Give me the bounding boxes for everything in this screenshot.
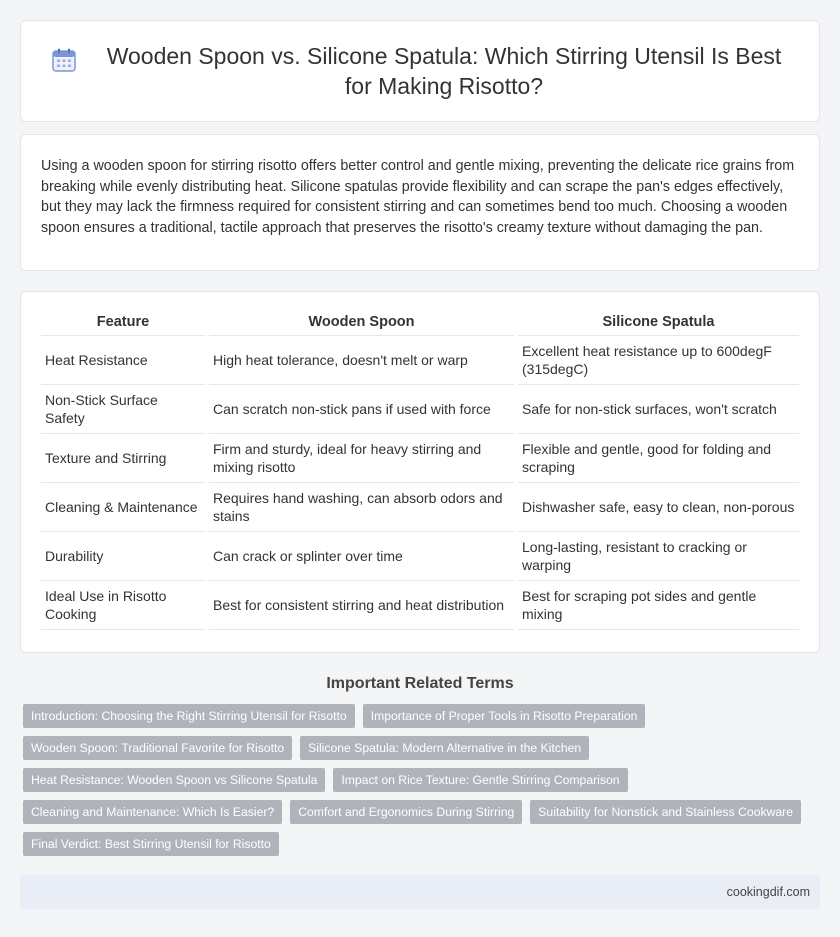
cell-wooden-spoon: Best for consistent stirring and heat distribution	[209, 581, 514, 630]
cell-wooden-spoon: Firm and sturdy, ideal for heavy stirring and mixing risotto	[209, 434, 514, 483]
table-row	[41, 434, 799, 483]
table-row	[41, 532, 799, 581]
table-row	[41, 385, 799, 434]
intro-paragraph: Using a wooden spoon for stirring risotto offers better control and gentle mixing, preventing the delicate rice grains from breaking while evenly distributing heat. Silicone spatulas provide flexibility and can scrape the pan's edges effectively, but they may lack the firmness required for consistent stirring and can sometimes bend too much. Choosing a wooden spoon ensures a traditional, tactile approach that preserves the risotto's creamy texture without damaging the pan.	[41, 158, 795, 236]
calendar-icon	[51, 47, 77, 73]
related-term-tag[interactable]: Wooden Spoon: Traditional Favorite for Risotto	[23, 736, 292, 760]
cell-silicone-spatula: Best for scraping pot sides and gentle mixing	[518, 581, 799, 630]
related-term-tag[interactable]: Suitability for Nonstick and Stainless Cookware	[530, 800, 801, 824]
title-card	[20, 20, 820, 122]
related-terms-title: Important Related Terms	[326, 675, 514, 692]
cell-silicone-spatula: Dishwasher safe, easy to clean, non-porous	[518, 483, 799, 532]
related-term-tag[interactable]: Silicone Spatula: Modern Alternative in the Kitchen	[300, 736, 589, 760]
table-header-row	[41, 302, 799, 336]
related-term-tag[interactable]: Comfort and Ergonomics During Stirring	[290, 800, 522, 824]
header-wooden-spoon: Wooden Spoon	[209, 302, 514, 336]
header-silicone-spatula: Silicone Spatula	[518, 302, 799, 336]
table-row	[41, 581, 799, 630]
cell-silicone-spatula: Safe for non-stick surfaces, won't scratch	[518, 385, 799, 434]
page-title: Wooden Spoon vs. Silicone Spatula: Which Stirring Utensil Is Best for Making Risotto?	[106, 43, 782, 99]
cell-feature: Cleaning & Maintenance	[41, 483, 205, 532]
related-terms-list	[0, 704, 840, 864]
cell-feature: Texture and Stirring	[41, 434, 205, 483]
cell-wooden-spoon: High heat tolerance, doesn't melt or warp	[209, 336, 514, 385]
cell-wooden-spoon: Requires hand washing, can absorb odors and stains	[209, 483, 514, 532]
site-name[interactable]: cookingdif.com	[726, 885, 810, 899]
title-row	[51, 41, 789, 101]
header-feature: Feature	[41, 302, 205, 336]
cell-wooden-spoon: Can crack or splinter over time	[209, 532, 514, 581]
related-term-tag[interactable]: Introduction: Choosing the Right Stirring Utensil for Risotto	[23, 704, 355, 728]
table-row	[41, 483, 799, 532]
intro-card	[20, 134, 820, 271]
table-row	[41, 336, 799, 385]
cell-silicone-spatula: Flexible and gentle, good for folding and scraping	[518, 434, 799, 483]
related-term-tag[interactable]: Final Verdict: Best Stirring Utensil for Risotto	[23, 832, 279, 856]
cell-feature: Ideal Use in Risotto Cooking	[41, 581, 205, 630]
footer	[20, 875, 820, 909]
cell-feature: Heat Resistance	[41, 336, 205, 385]
related-term-tag[interactable]: Importance of Proper Tools in Risotto Preparation	[363, 704, 646, 728]
cell-feature: Non-Stick Surface Safety	[41, 385, 205, 434]
related-term-tag[interactable]: Impact on Rice Texture: Gentle Stirring Comparison	[333, 768, 627, 792]
comparison-table	[37, 302, 803, 630]
comparison-table-card	[20, 291, 820, 653]
cell-silicone-spatula: Excellent heat resistance up to 600degF (315degC)	[518, 336, 799, 385]
related-term-tag[interactable]: Cleaning and Maintenance: Which Is Easier?	[23, 800, 282, 824]
cell-wooden-spoon: Can scratch non-stick pans if used with force	[209, 385, 514, 434]
cell-silicone-spatula: Long-lasting, resistant to cracking or warping	[518, 532, 799, 581]
cell-feature: Durability	[41, 532, 205, 581]
related-term-tag[interactable]: Heat Resistance: Wooden Spoon vs Silicone Spatula	[23, 768, 325, 792]
